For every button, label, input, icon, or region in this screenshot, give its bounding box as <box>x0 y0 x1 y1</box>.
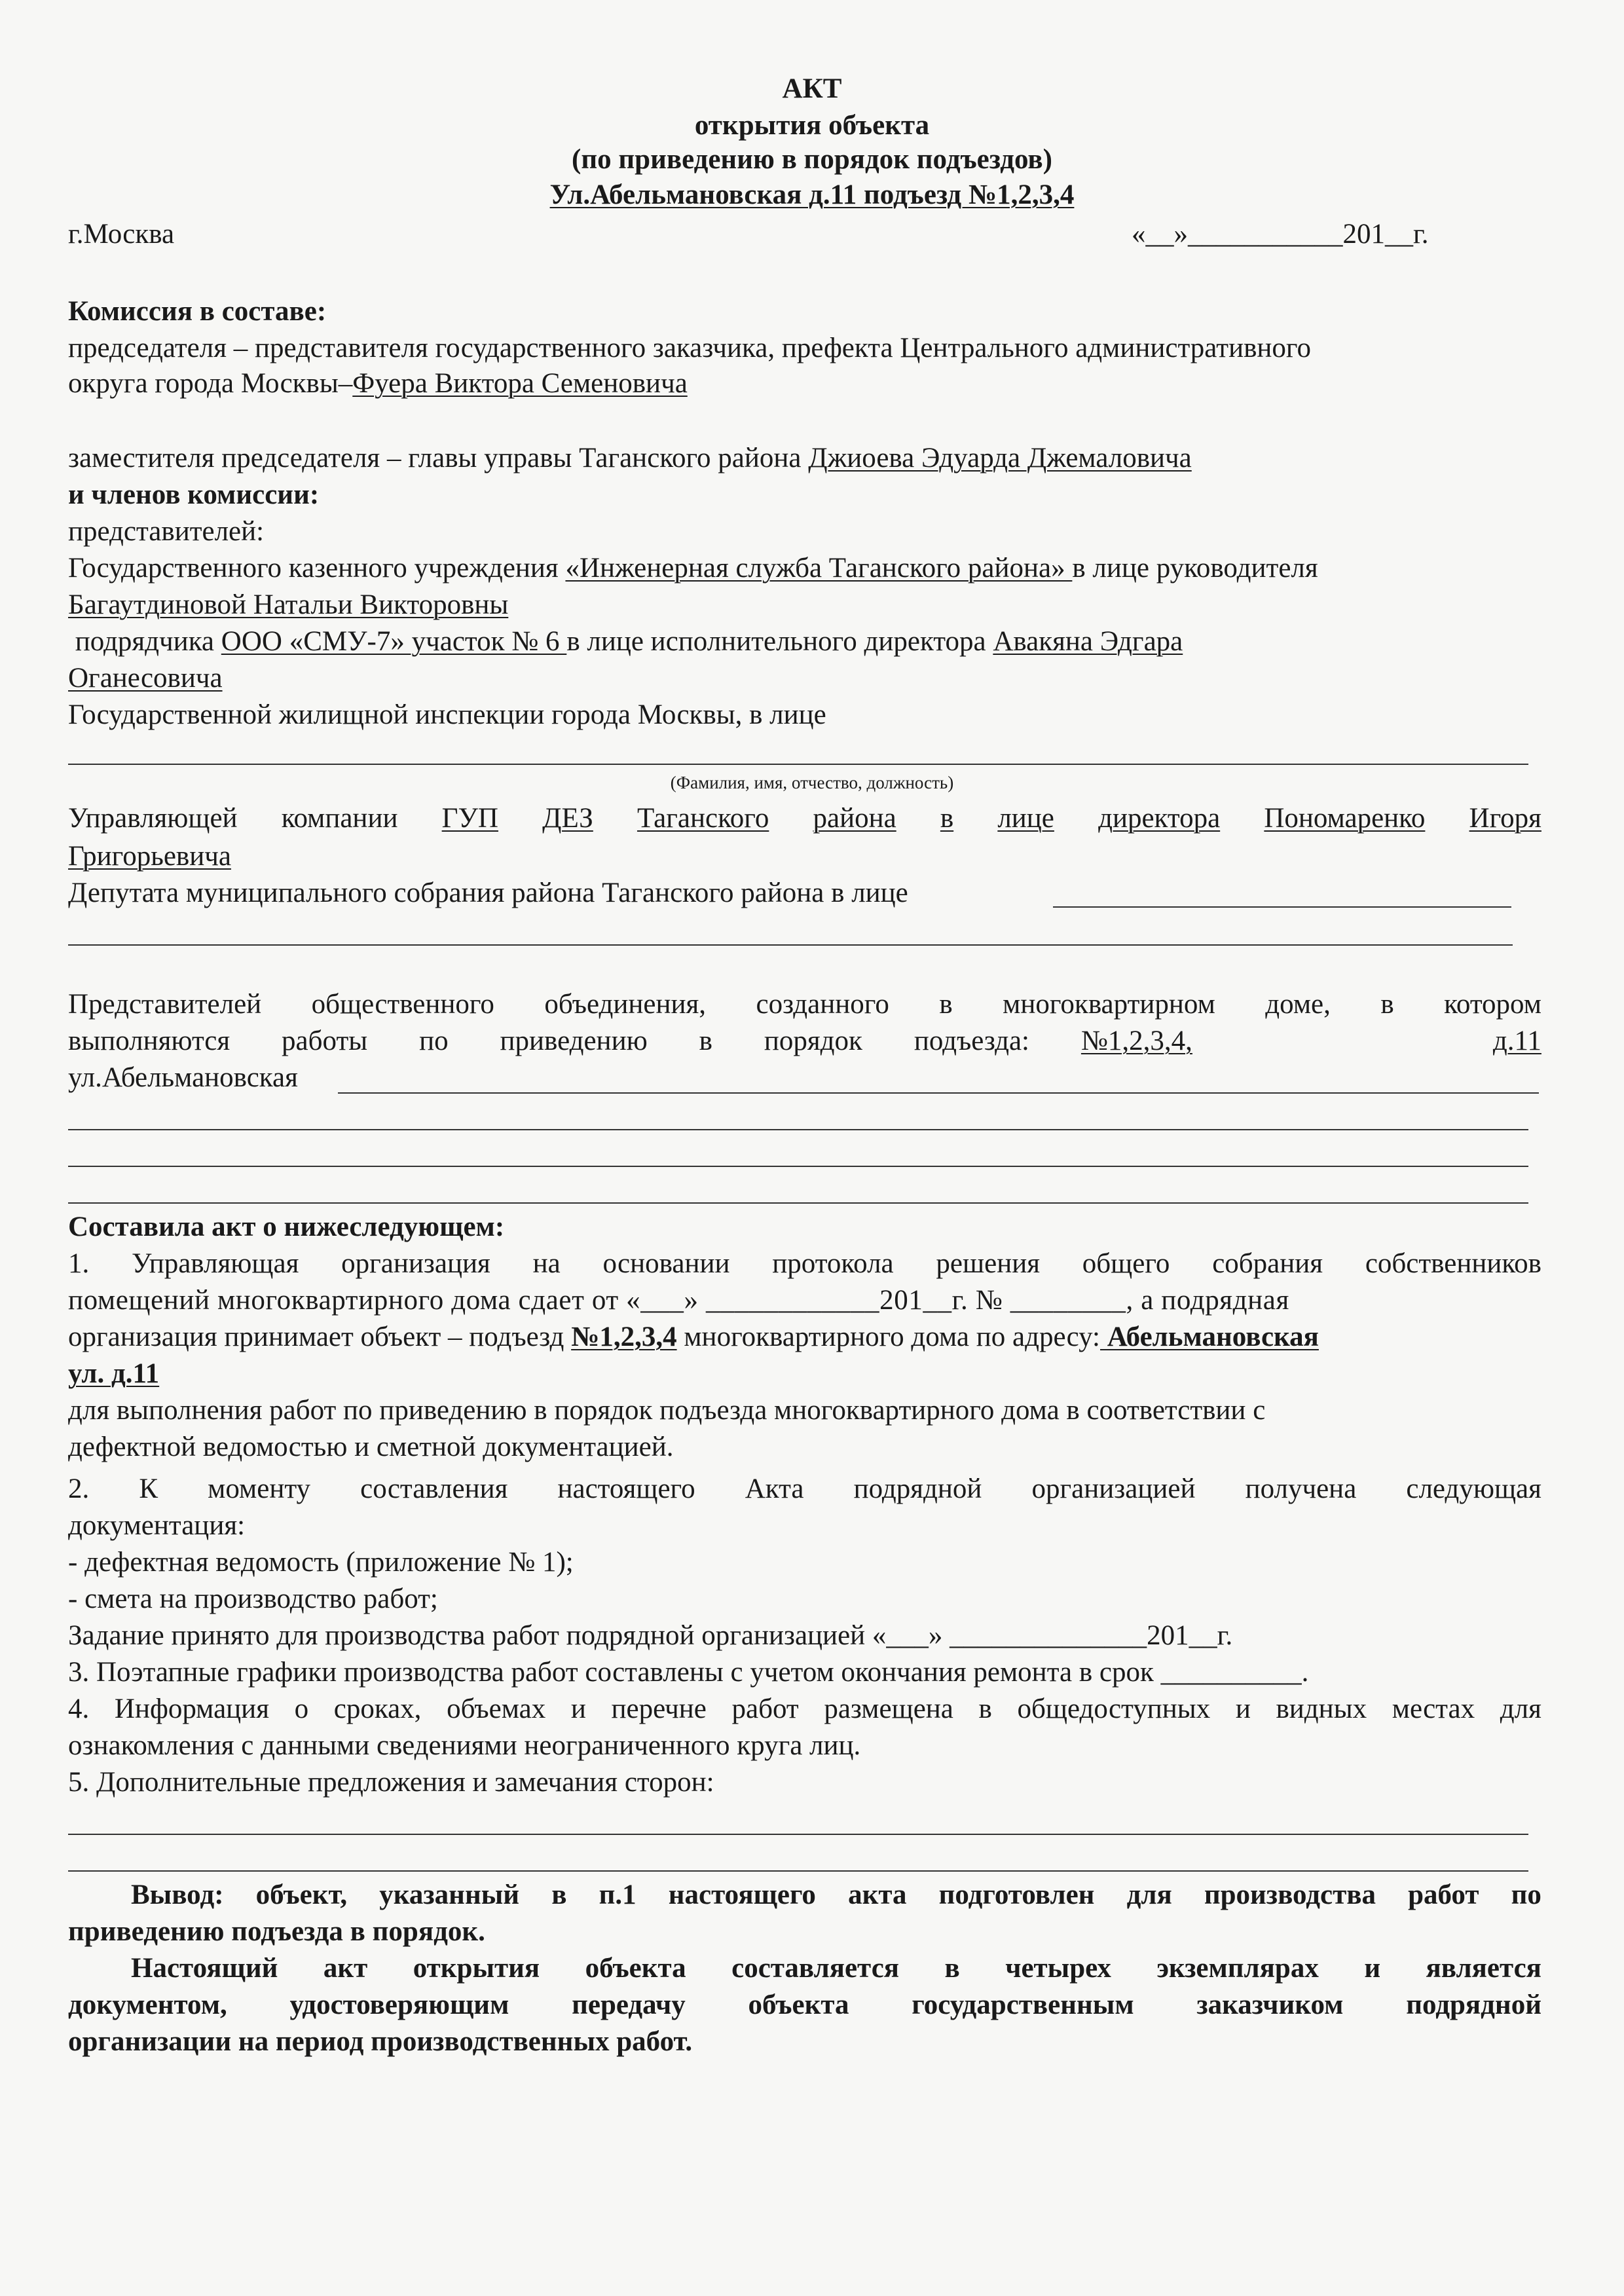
uk-word: в <box>940 803 954 834</box>
conclusion-word: акта <box>848 1879 907 1910</box>
public-org-blank-2 <box>68 1129 1528 1130</box>
contractor-head-line-2 <box>68 660 223 697</box>
copies-word: является <box>1426 1953 1541 1984</box>
remarks-blank-2 <box>68 1870 1528 1872</box>
p2-word: составления <box>360 1473 508 1504</box>
contractor-head-1: Авакяна Эдгара <box>993 626 1183 657</box>
gku-prefix: Государственного казенного учреждения <box>68 553 566 583</box>
copies-word: документом, <box>68 1990 227 2020</box>
conclusion-word: подготовлен <box>938 1879 1095 1910</box>
copies-word: в <box>944 1953 960 1984</box>
deputy-prefix: заместителя председателя – главы управы Таганского района <box>68 443 809 473</box>
copies-word: передачу <box>572 1990 686 2020</box>
gku-head-name: Багаутдиновой Натальи Викторовны <box>68 589 509 620</box>
conclusion-line-1 <box>131 1877 1541 1914</box>
p1-word: собрания <box>1212 1248 1323 1279</box>
uk-word: района <box>813 803 896 834</box>
uk-word: лице <box>997 803 1054 834</box>
uk-word: директора <box>1098 803 1221 834</box>
p5-line: 5. Дополнительные предложения и замечания сторон: <box>68 1767 714 1798</box>
conclusion-word: в <box>551 1879 567 1910</box>
p4-word: Информация <box>114 1694 269 1724</box>
p4-word: перечне <box>611 1694 707 1724</box>
municipal-deputy-line: Депутата муниципального собрания района Таганского района в лице <box>68 878 908 908</box>
p1-word: протокола <box>772 1248 894 1279</box>
public-org-blank-1 <box>338 1092 1539 1094</box>
p2-word: Акта <box>745 1473 804 1504</box>
p1-line-4 <box>68 1356 159 1392</box>
deputy-line <box>68 440 1192 477</box>
copies-line-3: организации на период производственных работ. <box>68 2026 693 2057</box>
copies-word: подрядной <box>1406 1990 1541 2020</box>
p1-word: общего <box>1082 1248 1170 1279</box>
public-org-word: по <box>419 1026 449 1056</box>
copies-word: экземплярах <box>1156 1953 1319 1984</box>
public-org-blank-3 <box>68 1166 1528 1167</box>
public-org-word: подъезда: <box>913 1026 1029 1056</box>
p2-word: 2. <box>68 1473 90 1504</box>
contractor-prefix: подрядчика <box>68 626 221 657</box>
remarks-blank-1 <box>68 1834 1528 1835</box>
p1-word: 1. <box>68 1248 90 1279</box>
address-heading-text: Ул.Абельмановская д.11 подъезд №1,2,3,4 <box>549 179 1075 210</box>
p2-task-line: Задание принято для производства работ подрядной организацией «___» ______________201__г. <box>68 1620 1233 1651</box>
p4-word: и <box>1235 1694 1251 1724</box>
city-label: г.Москва <box>68 219 175 250</box>
public-org-word: Представителей <box>68 989 262 1020</box>
p4-word: и <box>570 1694 586 1724</box>
uk-word: Управляющей <box>68 803 238 834</box>
copies-word: и <box>1364 1953 1381 1984</box>
uk-word: Таганского <box>637 803 769 834</box>
representatives-label: представителей: <box>68 516 265 547</box>
document-subtitle-2: (по приведению в порядок подъездов) <box>572 144 1052 175</box>
public-org-word: доме, <box>1265 989 1331 1020</box>
uk-director-patronymic: Григорьевича <box>68 841 231 872</box>
p1-line-6: дефектной ведомостью и сметной документацией. <box>68 1432 674 1462</box>
p1-line-2: помещений многоквартирного дома сдает от «___» ____________201__г. № ________, а подрядная <box>68 1285 1289 1316</box>
public-org-word: в <box>699 1026 712 1056</box>
contractor-line <box>68 623 1183 660</box>
copies-line-2 <box>68 1987 1541 2024</box>
chair-name: Фуера Виктора Семеновича <box>352 368 688 399</box>
uk-word: компании <box>281 803 398 834</box>
copies-word: объекта <box>585 1953 686 1984</box>
gku-line <box>68 550 1318 587</box>
p1-line-3 <box>68 1319 1319 1356</box>
copies-word: удостоверяющим <box>289 1990 509 2020</box>
contractor-name: ООО «СМУ-7» участок № 6 <box>221 626 567 657</box>
public-org-word: выполняются <box>68 1026 231 1056</box>
commission-heading: Комиссия в составе: <box>68 296 327 327</box>
copies-word: объекта <box>748 1990 849 2020</box>
p2-line-1 <box>68 1471 1541 1508</box>
p1-object-middle: многоквартирного дома по адресу: <box>676 1322 1101 1352</box>
conclusion-word: п.1 <box>599 1879 637 1910</box>
p1-line-5: для выполнения работ по приведению в порядок подъезда многоквартирного дома в соответствии с <box>68 1395 1266 1426</box>
p4-line-2: ознакомления с данными сведениями неограниченного круга лиц. <box>68 1730 861 1761</box>
fio-caption: (Фамилия, имя, отчество, должность) <box>670 773 954 792</box>
gku-name: «Инженерная служба Таганского района» <box>565 553 1073 583</box>
conclusion-word: для <box>1126 1879 1172 1910</box>
conclusion-line-2: приведению подъезда в порядок. <box>68 1916 485 1947</box>
public-org-word: работы <box>282 1026 368 1056</box>
p3-line: 3. Поэтапные графики производства работ составлены с учетом окончания ремонта в срок __________. <box>68 1657 1309 1688</box>
p1-entrance-numbers: №1,2,3,4 <box>571 1322 677 1352</box>
conclusion-word: по <box>1511 1879 1541 1910</box>
copies-word: четырех <box>1005 1953 1111 1984</box>
chair-prefix: округа города Москвы– <box>68 368 353 399</box>
public-org-line-3: ул.Абельмановская <box>68 1062 298 1093</box>
contractor-middle: в лице исполнительного директора <box>566 626 993 657</box>
public-org-word: объединения, <box>544 989 707 1020</box>
document-title: АКТ <box>782 73 842 104</box>
p4-word: для <box>1500 1694 1541 1724</box>
p1-word: Управляющая <box>132 1248 299 1279</box>
copies-line-1 <box>131 1950 1541 1987</box>
p2-item-1: - дефектная ведомость (приложение № 1); <box>68 1547 574 1578</box>
p1-word: собственников <box>1365 1248 1541 1279</box>
p2-line-2: документация: <box>68 1510 246 1541</box>
p2-word: настоящего <box>557 1473 695 1504</box>
copies-word: составляется <box>731 1953 900 1984</box>
p4-word: местах <box>1392 1694 1475 1724</box>
public-org-word: приведению <box>500 1026 648 1056</box>
copies-word: заказчиком <box>1196 1990 1344 2020</box>
conclusion-word: Вывод: <box>131 1879 224 1910</box>
p2-word: следующая <box>1406 1473 1541 1504</box>
public-org-word: общественного <box>311 989 494 1020</box>
document-address-heading <box>0 177 1624 213</box>
copies-word: государственным <box>912 1990 1134 2020</box>
p4-word: о <box>294 1694 309 1724</box>
p1-line-1 <box>68 1246 1541 1282</box>
chair-line-2 <box>68 365 688 402</box>
chair-line-1: председателя – представителя государственного заказчика, префекта Центрального административного <box>68 333 1311 363</box>
p2-item-2: - смета на производство работ; <box>68 1583 438 1614</box>
p2-word: К <box>139 1473 158 1504</box>
public-org-word: в <box>1380 989 1394 1020</box>
p1-word: на <box>532 1248 561 1279</box>
p1-word: основании <box>602 1248 730 1279</box>
copies-word: Настоящий <box>131 1953 278 1984</box>
p1-word: решения <box>936 1248 1040 1279</box>
p4-word: размещена <box>824 1694 953 1724</box>
p1-word: организация <box>341 1248 490 1279</box>
municipal-deputy-blank-2 <box>68 944 1513 946</box>
uk-word: Игоря <box>1469 803 1541 834</box>
public-org-word: многоквартирном <box>1003 989 1215 1020</box>
conclusion-word: работ <box>1408 1879 1479 1910</box>
public-org-word: котором <box>1444 989 1541 1020</box>
p1-address: Абельмановская <box>1100 1322 1319 1352</box>
conclusion-word: указанный <box>379 1879 520 1910</box>
conclusion-word: настоящего <box>668 1879 816 1910</box>
p2-word: организацией <box>1031 1473 1196 1504</box>
date-line: «__»___________201__г. <box>1132 219 1429 250</box>
p4-word: в <box>978 1694 992 1724</box>
p2-word: получена <box>1245 1473 1357 1504</box>
contractor-head-2: Оганесовича <box>68 663 223 694</box>
public-org-blank-4 <box>68 1202 1528 1204</box>
copies-word: открытия <box>413 1953 540 1984</box>
p4-word: объемах <box>447 1694 546 1724</box>
public-org-word: созданного <box>756 989 889 1020</box>
public-org-word: порядок <box>764 1026 862 1056</box>
act-heading: Составила акт о нижеследующем: <box>68 1212 505 1242</box>
uk-word: ГУП <box>441 803 498 834</box>
gku-suffix: в лице руководителя <box>1072 553 1318 583</box>
p2-word: подрядной <box>853 1473 982 1504</box>
p4-word: 4. <box>68 1694 90 1724</box>
conclusion-word: производства <box>1204 1879 1376 1910</box>
p4-word: работ <box>731 1694 799 1724</box>
public-org-line-1 <box>68 986 1541 1023</box>
fio-blank-rule <box>68 764 1528 765</box>
uk-word: Пономаренко <box>1264 803 1426 834</box>
entrance-numbers: №1,2,3,4, <box>1080 1026 1192 1056</box>
gzhi-line: Государственной жилищной инспекции города Москвы, в лице <box>68 699 826 730</box>
house-number: д.11 <box>1492 1026 1541 1056</box>
copies-word: акт <box>323 1953 368 1984</box>
p4-word: сроках, <box>333 1694 422 1724</box>
deputy-name: Джиоева Эдуарда Джемаловича <box>808 443 1192 473</box>
municipal-deputy-blank <box>1053 906 1511 908</box>
p2-word: моменту <box>208 1473 311 1504</box>
uk-line-1 <box>68 800 1541 837</box>
p1-house: ул. д.11 <box>68 1358 160 1389</box>
p1-object-prefix: организация принимает объект – подъезд <box>68 1322 572 1352</box>
gku-head-line <box>68 587 508 623</box>
public-org-line-2 <box>68 1023 1541 1060</box>
document-subtitle: открытия объекта <box>694 110 930 141</box>
conclusion-word: объект, <box>255 1879 348 1910</box>
public-org-word: в <box>939 989 953 1020</box>
p4-line-1 <box>68 1691 1541 1728</box>
p4-word: видных <box>1276 1694 1367 1724</box>
uk-word: ДЕЗ <box>542 803 593 834</box>
p4-word: общедоступных <box>1017 1694 1211 1724</box>
uk-line-2 <box>68 838 231 875</box>
members-heading: и членов комиссии: <box>68 479 320 510</box>
